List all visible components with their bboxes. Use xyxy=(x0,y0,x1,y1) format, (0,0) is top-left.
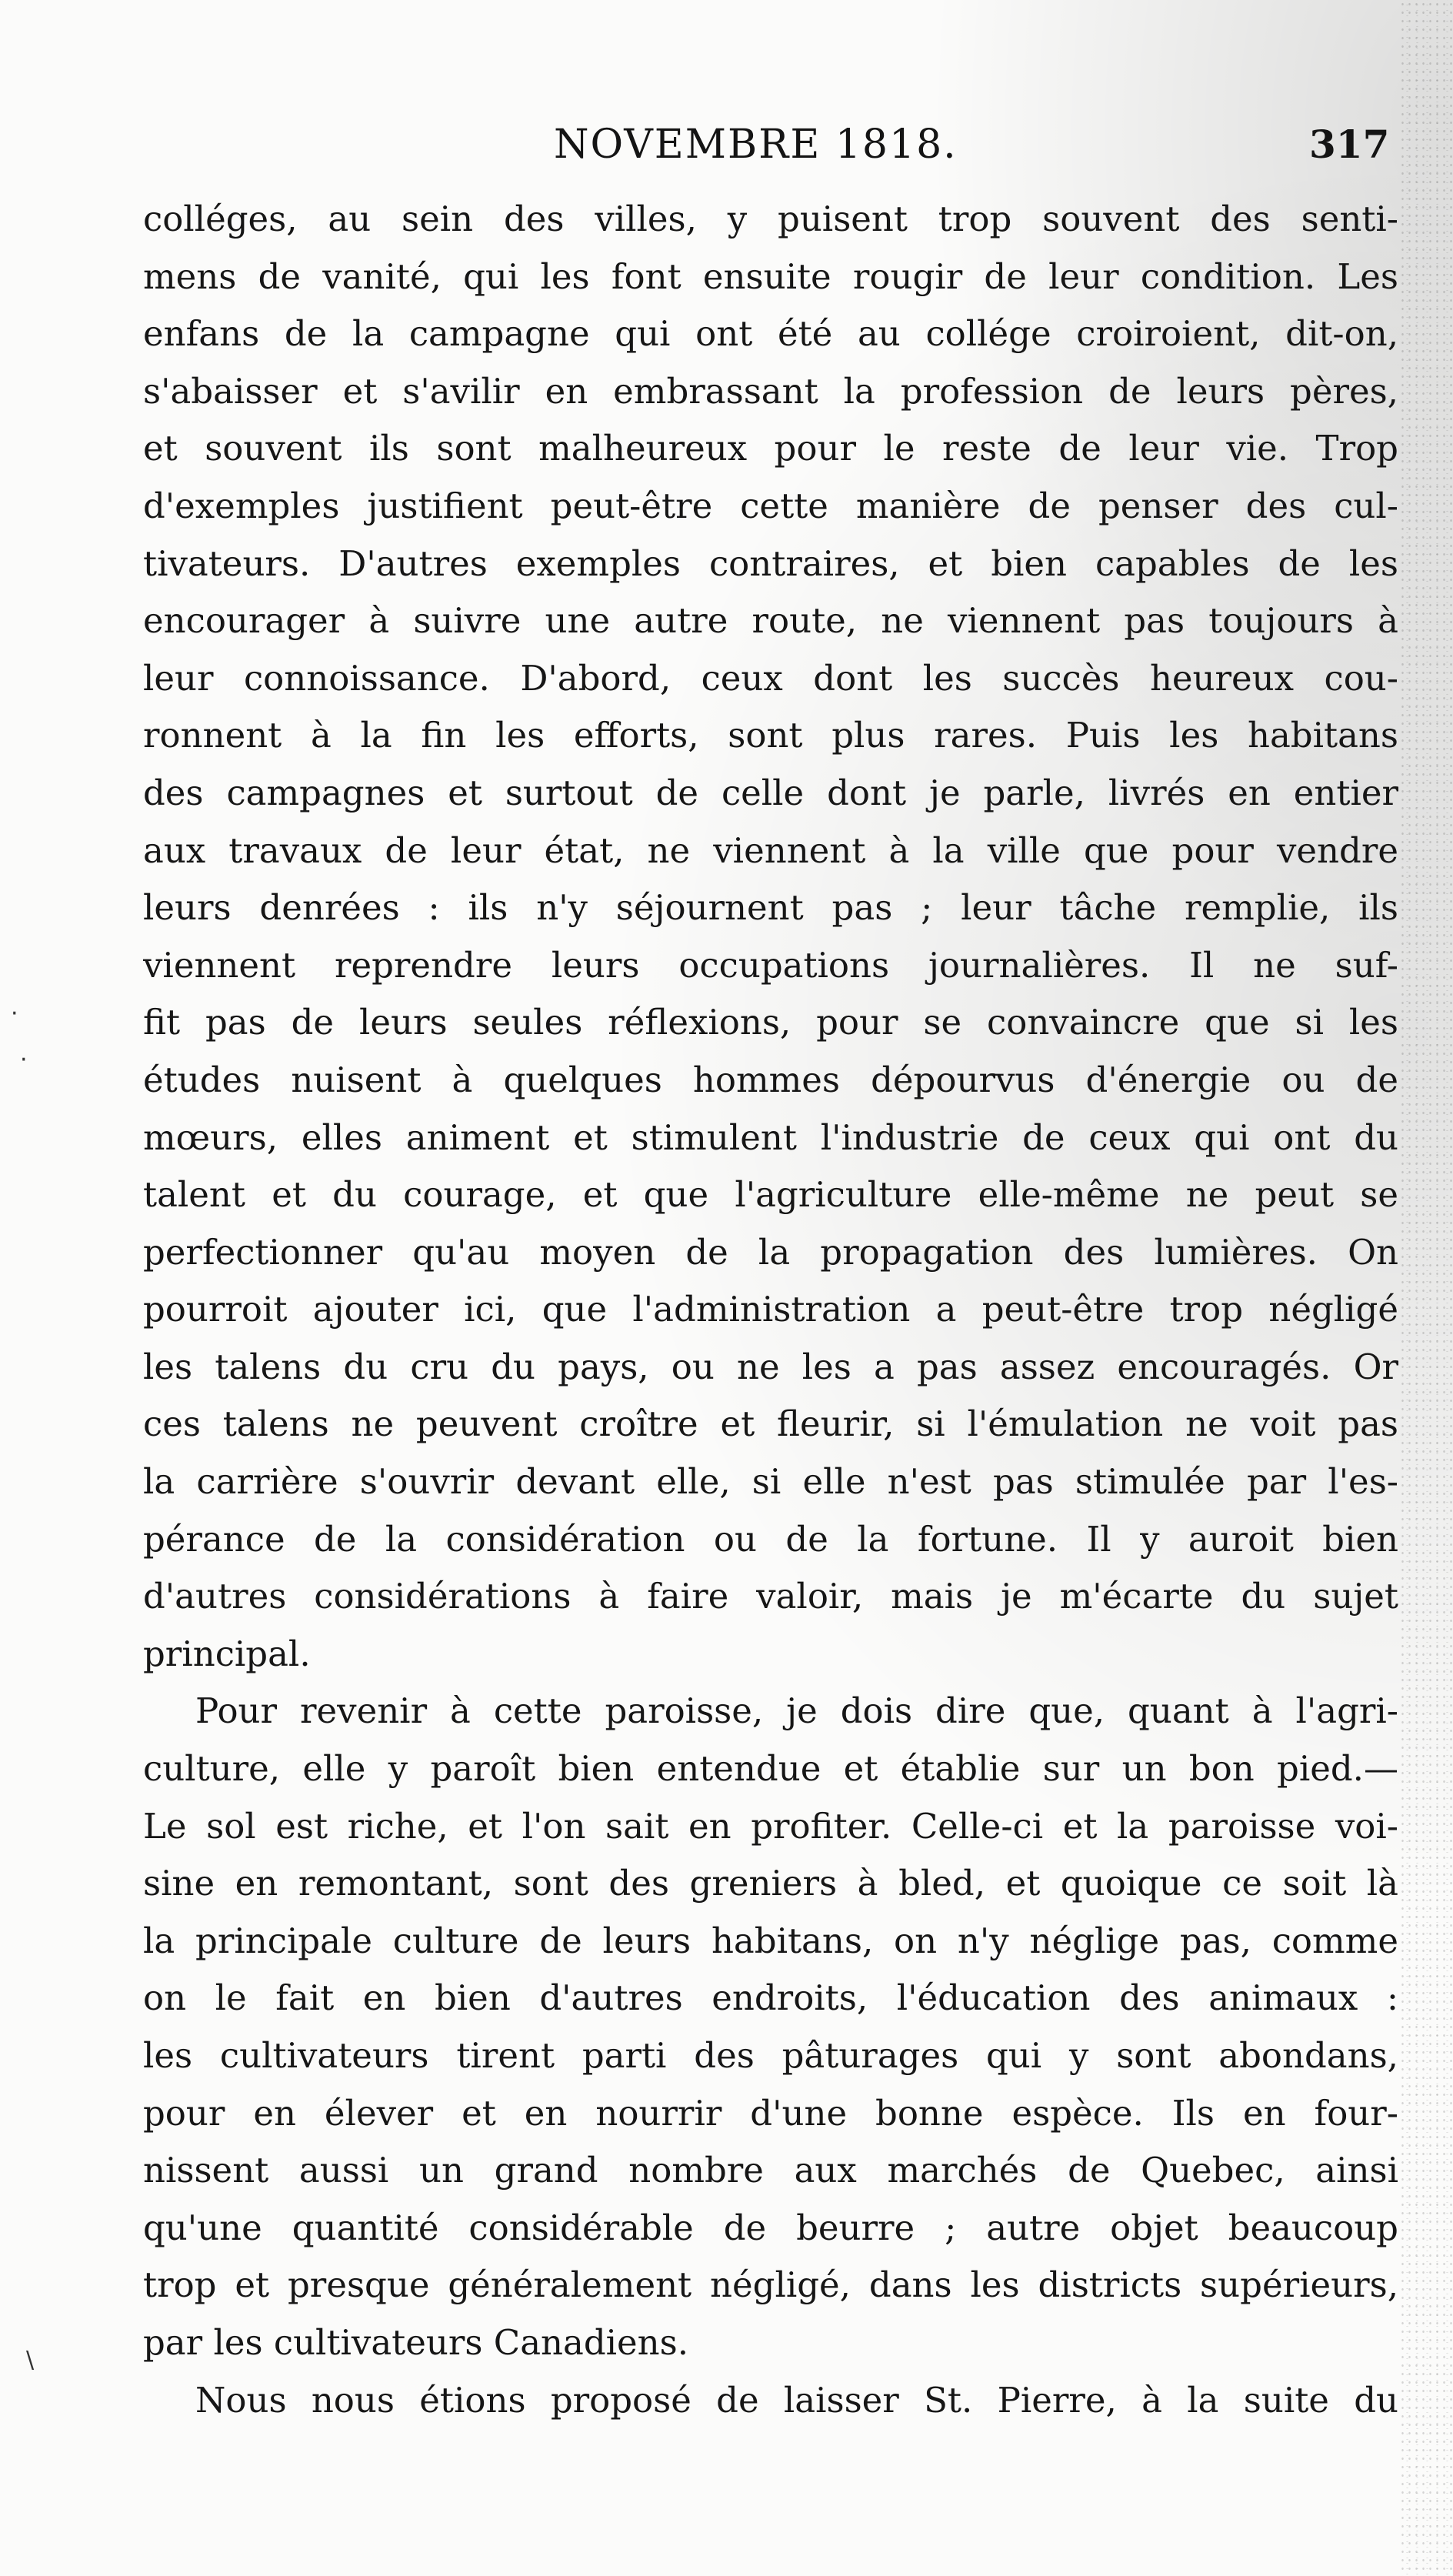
text-line: la carrière s'ouvrir devant elle, si elle n'est pas stimulée par l'es- xyxy=(143,1461,1398,1503)
text-line: colléges, au sein des villes, y puisent trop souvent des senti- xyxy=(143,199,1398,239)
text-line: études nuisent à quelques hommes dépourvus d'énergie ou de xyxy=(143,1059,1398,1100)
text-line: les cultivateurs tirent parti des pâturages qui y sont abondans, xyxy=(143,2035,1398,2076)
text-line: qu'une quantité considérable de beurre ; autre objet beaucoup xyxy=(143,2207,1398,2248)
running-head: NOVEMBRE 1818. xyxy=(554,122,958,168)
text-line: leur connoissance. D'abord, ceux dont les succès heureux cou- xyxy=(143,657,1398,699)
page-number: 317 xyxy=(1309,122,1390,167)
text-line: fit pas de leurs seules réflexions, pour se convaincre que si les xyxy=(143,1002,1398,1043)
text-line: enfans de la campagne qui ont été au collége croiroient, dit-on, xyxy=(143,313,1398,355)
text-line: viennent reprendre leurs occupations journalières. Il ne suf- xyxy=(143,944,1398,986)
text-line: pourroit ajouter ici, que l'administration a peut-être trop négligé xyxy=(143,1289,1398,1330)
text-line: d'exemples justifient peut-être cette manière de penser des cul- xyxy=(143,485,1398,526)
text-line: on le fait en bien d'autres endroits, l'éducation des animaux : xyxy=(143,1977,1398,2019)
body-text xyxy=(143,191,1398,2429)
text-line: sine en remontant, sont des greniers à bled, et quoique ce soit là xyxy=(143,1863,1398,1904)
text-line: Pour revenir à cette paroisse, je dois dire que, quant à l'agri- xyxy=(195,1690,1398,1732)
text-line: tivateurs. D'autres exemples contraires, et bien capables de les xyxy=(143,542,1398,584)
text-line: nissent aussi un grand nombre aux marchés de Quebec, ainsi xyxy=(143,2150,1398,2191)
text-line: les talens du cru du pays, ou ne les a pas assez encouragés. Or xyxy=(143,1346,1398,1387)
text-line: mens de vanité, qui les font ensuite rougir de leur condition. Les xyxy=(143,255,1398,297)
text-line: d'autres considérations à faire valoir, mais je m'écarte du sujet xyxy=(143,1576,1398,1617)
text-line: perfectionner qu'au moyen de la propagation des lumières. On xyxy=(143,1231,1398,1273)
text-line: des campagnes et surtout de celle dont je parle, livrés en entier xyxy=(143,772,1398,813)
text-line: principal. xyxy=(143,1633,311,1674)
text-line: la principale culture de leurs habitans, on n'y néglige pas, comme xyxy=(143,1920,1398,1961)
text-line: par les cultivateurs Canadiens. xyxy=(143,2321,689,2363)
text-line: culture, elle y paroît bien entendue et établie sur un bon pied.— xyxy=(143,1748,1398,1790)
text-line: et souvent ils sont malheureux pour le reste de leur vie. Trop xyxy=(143,428,1398,469)
text-line: Le sol est riche, et l'on sait en profiter. Celle-ci et la paroisse voi- xyxy=(143,1805,1398,1847)
text-line: ronnent à la fin les efforts, sont plus rares. Puis les habitans xyxy=(143,715,1398,756)
margin-mark: \ xyxy=(26,2347,35,2374)
text-line: encourager à suivre une autre route, ne viennent pas toujours à xyxy=(143,600,1398,642)
text-line: talent et du courage, et que l'agriculture elle-même ne peut se xyxy=(143,1174,1398,1216)
text-line: pour en élever et en nourrir d'une bonne espèce. Ils en four- xyxy=(143,2092,1398,2134)
text-line: Nous nous étions proposé de laisser St. Pierre, à la suite du xyxy=(195,2379,1398,2421)
page-header xyxy=(0,114,1453,183)
page-edge-speckle xyxy=(1399,0,1453,2576)
text-line: ces talens ne peuvent croître et fleurir, si l'émulation ne voit pas xyxy=(143,1403,1398,1445)
margin-mark: · xyxy=(11,1000,18,1027)
text-line: trop et presque généralement négligé, dans les districts supérieurs, xyxy=(143,2264,1398,2306)
text-line: mœurs, elles animent et stimulent l'industrie de ceux qui ont du xyxy=(143,1116,1398,1158)
margin-mark: · xyxy=(20,1046,28,1073)
text-line: aux travaux de leur état, ne viennent à la ville que pour vendre xyxy=(143,829,1398,871)
text-line: leurs denrées : ils n'y séjournent pas ; leur tâche remplie, ils xyxy=(143,887,1398,929)
text-line: s'abaisser et s'avilir en embrassant la profession de leurs pères, xyxy=(143,370,1398,412)
text-line: pérance de la considération ou de la fortune. Il y auroit bien xyxy=(143,1518,1398,1560)
